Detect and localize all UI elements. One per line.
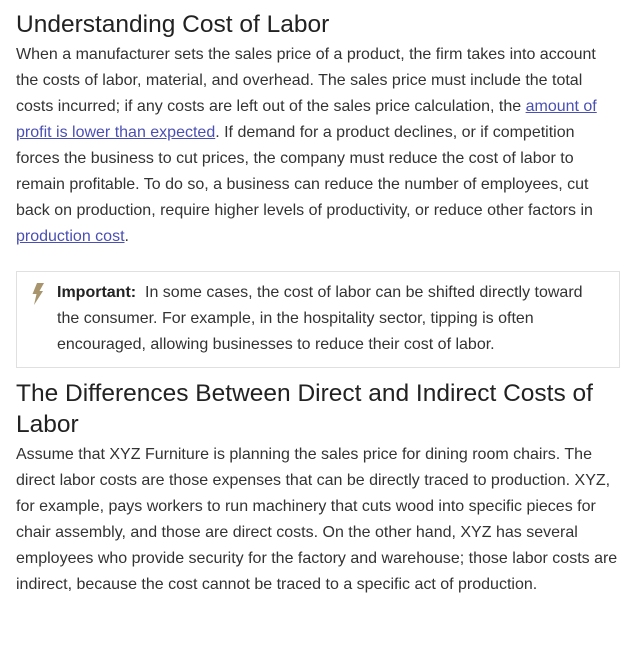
link-production-cost[interactable]: production cost	[16, 228, 125, 245]
callout-body: In some cases, the cost of labor can be shifted directly toward the consumer. For example, in the hospitality sector, tipping is often encouraged, allowing businesses to reduce their cost of labor.	[57, 284, 583, 353]
section-paragraph-direct-indirect: Assume that XYZ Furniture is planning the sales price for dining room chairs. The direct labor costs are those expenses that can be directly traced to production. XYZ, for example, pays workers to run machinery that cuts wood into specific pieces for chair assembly, and those are direct costs. On the other hand, XYZ has several employees who provide security for the factory and warehouse; those labor costs are indirect, because the cost cannot be traced to a specific act of production.	[16, 446, 618, 593]
lightning-bolt-icon	[31, 283, 45, 305]
important-callout	[16, 271, 620, 368]
callout-text	[57, 280, 607, 358]
link-amount-of-profit[interactable]: amount of profit is lower than expected	[16, 98, 597, 141]
section-heading-cost-of-labor: Understanding Cost of Labor	[16, 11, 330, 38]
paragraph-text: When a manufacturer sets the sales price of a product, the firm takes into account the costs of labor, material, and overhead. The sales price must include the total costs incurred; if any costs are left out of the sales price calculation, the	[16, 46, 596, 115]
paragraph-text: .	[124, 228, 129, 245]
section-paragraph-cost-of-labor	[16, 42, 621, 250]
section-heading-direct-indirect: The Differences Between Direct and Indirect Costs of Labor	[16, 380, 593, 438]
callout-label: Important:	[57, 284, 137, 301]
paragraph-text: . If demand for a product declines, or if competition forces the business to cut prices, the company must reduce the cost of labor to remain profitable. To do so, a business can reduce the number of employees, cut back on production, require higher levels of productivity, or reduce other factors in	[16, 124, 593, 219]
